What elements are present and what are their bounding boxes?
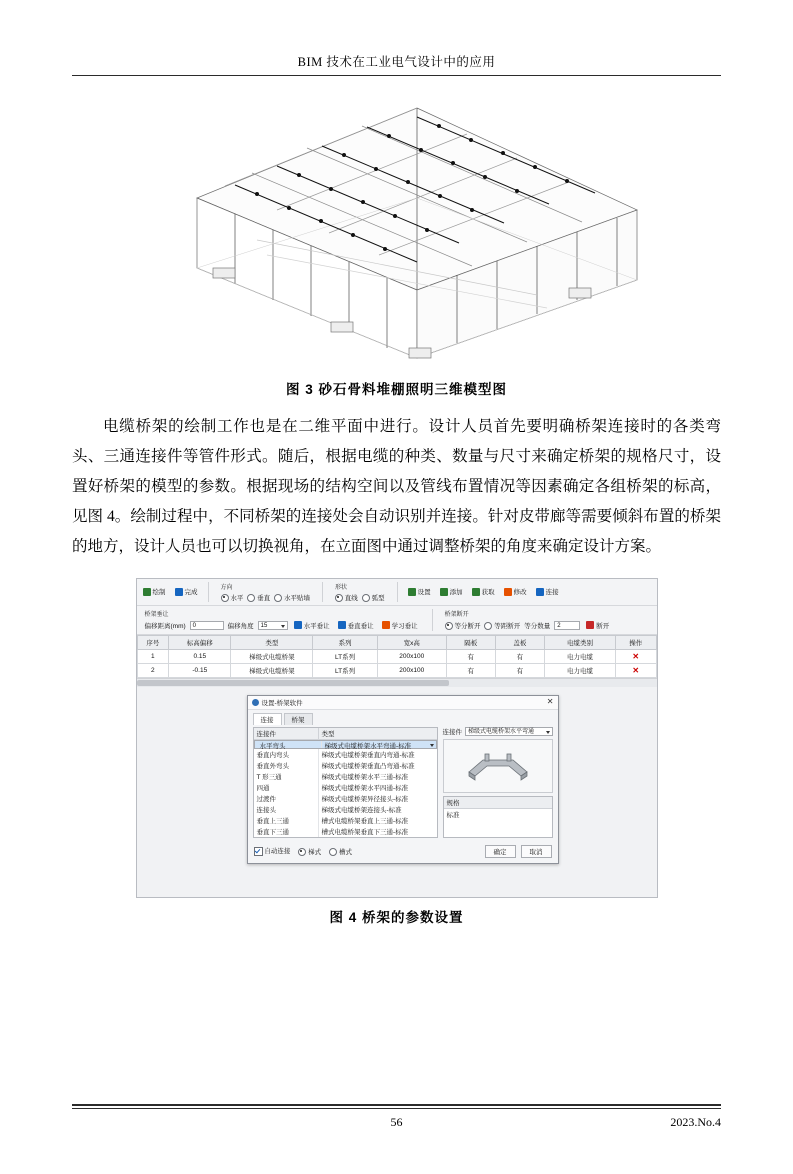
- direction-group: [217, 582, 314, 602]
- footer-rule-top: [72, 1104, 721, 1106]
- radio-icon: [221, 594, 229, 602]
- radio-icon: [484, 622, 492, 630]
- shape-label: 形状: [334, 584, 347, 591]
- page-number: 56: [390, 1115, 403, 1129]
- horizontal-avoid-button[interactable]: 水平垂让: [292, 620, 332, 631]
- connector-label: 连接件: [442, 728, 462, 736]
- cell-elevation: -0.15: [169, 663, 231, 677]
- shape-group: [331, 582, 389, 602]
- dialog-footer: [248, 843, 558, 863]
- modify-label: 修改: [513, 589, 527, 597]
- mode-option-ladder[interactable]: 梯式: [298, 847, 321, 856]
- shape-option-arc[interactable]: 弧型: [362, 593, 385, 602]
- list-item-type: 梯级式电缆桥架垂直内弯通-标准: [321, 751, 415, 759]
- col-cover: 盖板: [495, 635, 544, 649]
- tab-connect[interactable]: 连接: [253, 713, 282, 725]
- check-icon: [175, 588, 183, 596]
- issue-label: 2023.No.4: [670, 1115, 721, 1129]
- break-button[interactable]: 断开: [584, 620, 611, 631]
- radio-icon: [362, 594, 370, 602]
- toolbar2-divider: [432, 609, 433, 631]
- cell-size: 200x100: [377, 663, 446, 677]
- col-series: 系列: [313, 635, 377, 649]
- equal-part-count-label: 等分数量: [524, 622, 551, 630]
- get-button[interactable]: [470, 586, 497, 597]
- body-paragraph: 电缆桥架的绘制工作也是在二维平面中进行。设计人员首先要明确桥架连接时的各类弯头、三通连接件等管件形式。随后，根据电缆的种类、数量与尺寸来确定桥架的规格尺寸，设置好桥架的模型的参数。根据现场的结构空间以及管线布置情况等因素确定各组桥架的标高，见图 4。绘制过程中，不同桥架的连接处会自动识别并连接。针对皮带廊等需要倾斜布置的桥架的地方，设计人员也可以切换视角，在立面图中通过调整桥架的角度来确定设计方案。: [72, 418, 721, 555]
- list-item-type: 梯级式电缆桥架连接头-标准: [321, 806, 402, 814]
- cell-type: 梯级式电缆桥架: [231, 663, 313, 677]
- vertical-avoid-icon: [338, 621, 346, 629]
- settings-label: 设置: [417, 589, 431, 597]
- horizontal-avoid-icon: [294, 621, 302, 629]
- app-toolbar: [137, 579, 657, 606]
- figure-4-caption: 图 4 桥架的参数设置: [329, 909, 464, 925]
- cell-divider: 有: [446, 663, 495, 677]
- page-header: [72, 52, 721, 76]
- direction-option-wall[interactable]: 水平贴墙: [274, 593, 310, 602]
- list-item-name: 连接头: [254, 804, 319, 815]
- col-cable-type: 电缆类别: [544, 635, 615, 649]
- connector-list[interactable]: [253, 727, 438, 838]
- dialog-buttons: [485, 845, 552, 858]
- list-item[interactable]: [254, 771, 437, 782]
- add-label: 添加: [449, 589, 463, 597]
- cell-series: LT系列: [313, 663, 377, 677]
- list-item-type: 梯级式电缆桥架异径接头-标准: [321, 795, 409, 803]
- eyedropper-icon: [472, 588, 480, 596]
- checkbox-icon: [254, 847, 263, 856]
- complete-button[interactable]: [173, 586, 200, 597]
- avoid-group: [141, 609, 424, 631]
- wrench-icon: [504, 588, 512, 596]
- list-item-type: 槽式电缆桥架垂直下三通-标准: [321, 828, 409, 836]
- cell-elevation: 0.15: [169, 649, 231, 663]
- get-label: 获取: [481, 589, 495, 597]
- cell-type: 梯级式电缆桥架: [231, 649, 313, 663]
- app-toolbar-secondary: [137, 606, 657, 635]
- list-item-name: 四通: [254, 782, 319, 793]
- offset-distance-label: 偏移距离(mm): [144, 622, 186, 630]
- figure-4: [72, 578, 721, 898]
- radio-icon: [335, 594, 343, 602]
- spec-item[interactable]: 标准: [446, 811, 460, 819]
- header-connector: 连接件: [254, 728, 319, 739]
- link-icon: [536, 588, 544, 596]
- radio-icon: [298, 848, 306, 856]
- table-row[interactable]: [137, 663, 656, 677]
- page-footer: [72, 1104, 721, 1130]
- avoid-group-label: 桥架垂让: [144, 611, 169, 618]
- toolbar-right-group: [406, 582, 561, 602]
- settings-button[interactable]: [406, 586, 433, 597]
- learn-avoid-button[interactable]: 学习垂让: [380, 620, 420, 631]
- radio-icon: [445, 622, 453, 630]
- footer-row: [72, 1115, 721, 1130]
- figure-3-image: [117, 90, 677, 370]
- list-item-type: 梯级式电缆桥架垂直凸弯通-标准: [321, 762, 415, 770]
- col-divider: 隔板: [446, 635, 495, 649]
- break-controls: [445, 620, 612, 631]
- table-horizontal-scrollbar[interactable]: [137, 678, 657, 687]
- direction-options: [221, 593, 310, 602]
- canvas-area: [137, 687, 657, 897]
- scissors-icon: [586, 621, 594, 629]
- toolbar-divider-1: [208, 582, 209, 602]
- radio-icon: [329, 848, 337, 856]
- col-size: 宽x高: [377, 635, 446, 649]
- connect-button[interactable]: [534, 586, 561, 597]
- equal-distance-radio[interactable]: 等距断开: [484, 621, 520, 630]
- ok-button[interactable]: 确定: [485, 845, 516, 858]
- dialog-body: [248, 725, 558, 843]
- equal-part-radio[interactable]: 等分断开: [445, 621, 481, 630]
- spec-list[interactable]: [443, 796, 553, 838]
- break-group: [441, 609, 616, 631]
- complete-label: 完成: [184, 589, 198, 597]
- dialog-title: 设置-桥架软件: [261, 699, 303, 707]
- mode-option-trough[interactable]: 槽式: [329, 847, 352, 856]
- dialog-footer-options: [254, 846, 352, 856]
- col-type: 类型: [231, 635, 313, 649]
- footer-rule-bottom: [72, 1108, 721, 1109]
- cell-cover: 有: [495, 649, 544, 663]
- connector-select[interactable]: 梯级式电缆桥架水平弯通: [465, 727, 553, 736]
- draw-label: 绘制: [152, 589, 166, 597]
- cell-size: 200x100: [377, 649, 446, 663]
- settings-dialog: [247, 695, 559, 864]
- list-item[interactable]: [254, 740, 437, 749]
- radio-icon: [274, 594, 282, 602]
- draw-button[interactable]: [141, 586, 168, 597]
- list-item-name: T 形三通: [254, 771, 319, 782]
- tray-table: [137, 635, 657, 678]
- modify-button[interactable]: [502, 586, 529, 597]
- col-elevation: 标高偏移: [169, 635, 231, 649]
- auto-connect-checkbox[interactable]: 自动连接: [254, 846, 291, 856]
- learn-avoid-icon: [382, 621, 390, 629]
- list-item[interactable]: [254, 804, 437, 815]
- list-item[interactable]: [254, 815, 437, 826]
- cell-index: 1: [137, 649, 169, 663]
- connector-preview: [443, 739, 553, 793]
- gear-icon: [408, 588, 416, 596]
- delete-row-icon[interactable]: ✕: [615, 663, 656, 677]
- list-item[interactable]: [254, 782, 437, 793]
- offset-distance-input[interactable]: 0: [190, 621, 224, 630]
- col-action: 操作: [615, 635, 656, 649]
- spec-header: 规格: [444, 797, 552, 809]
- list-item-name: 水平弯头: [257, 741, 322, 748]
- avoid-controls: [145, 620, 420, 631]
- cell-series: LT系列: [313, 649, 377, 663]
- delete-row-icon[interactable]: ✕: [615, 649, 656, 663]
- header-title: BIM 技术在工业电气设计中的应用: [297, 55, 496, 69]
- connector-list-header: [254, 728, 437, 740]
- connector-select-row: [443, 727, 553, 736]
- header-rule: [72, 75, 721, 76]
- toolbar-left-group: [141, 582, 200, 602]
- figure-3-caption: 图 3 砂石骨料堆棚照明三维模型图: [285, 382, 507, 397]
- list-item[interactable]: [254, 826, 437, 837]
- toolbar-divider-2: [322, 582, 323, 602]
- pencil-icon: [143, 588, 151, 596]
- figure-4-image: [136, 578, 658, 898]
- shape-options: [335, 593, 385, 602]
- list-item-name: 过渡件: [254, 793, 319, 804]
- list-item-type: 梯级式电缆桥架水平三通-标准: [321, 773, 409, 781]
- list-item-type: 梯级式电缆桥架水平弯通-标准: [324, 742, 412, 750]
- list-item[interactable]: [254, 760, 437, 771]
- close-icon[interactable]: ✕: [546, 697, 554, 707]
- col-index: 序号: [137, 635, 169, 649]
- direction-label: 方向: [220, 584, 233, 591]
- dialog-titlebar: [248, 696, 558, 710]
- plus-icon: [440, 588, 448, 596]
- list-item-name: 垂直外弯头: [254, 760, 319, 771]
- dialog-right-column: [443, 727, 553, 838]
- app-icon: [252, 699, 259, 706]
- toolbar-divider-3: [397, 582, 398, 602]
- cell-cable-type: 电力电缆: [544, 649, 615, 663]
- list-item[interactable]: [254, 793, 437, 804]
- cell-cover: 有: [495, 663, 544, 677]
- list-item-type: 梯级式电缆桥架水平四通-标准: [321, 784, 409, 792]
- document-page: [0, 52, 793, 1174]
- list-item-name: 垂直下三通: [254, 826, 319, 837]
- direction-option-vertical[interactable]: 垂直: [247, 593, 270, 602]
- list-item[interactable]: [254, 749, 437, 760]
- figure-3: [72, 90, 721, 398]
- radio-icon: [247, 594, 255, 602]
- equal-part-count-input[interactable]: 2: [554, 621, 580, 630]
- header-type: 类型: [321, 730, 335, 738]
- list-item-name: 垂直内弯头: [254, 749, 319, 760]
- dialog-tabs: [248, 710, 558, 725]
- cell-divider: 有: [446, 649, 495, 663]
- table-header-row: [137, 635, 656, 649]
- direction-option-horizontal[interactable]: 水平: [221, 593, 244, 602]
- vertical-avoid-button[interactable]: 垂直垂让: [336, 620, 376, 631]
- list-item-type: 槽式电缆桥架垂直上三通-标准: [321, 817, 409, 825]
- cancel-button[interactable]: 取消: [521, 845, 552, 858]
- connect-label: 连接: [545, 589, 559, 597]
- offset-angle-select[interactable]: 15: [258, 621, 288, 630]
- cell-index: 2: [137, 663, 169, 677]
- table-row[interactable]: [137, 649, 656, 663]
- list-item-name: 垂直上三通: [254, 815, 319, 826]
- add-button[interactable]: [438, 586, 465, 597]
- shape-option-line[interactable]: 直线: [335, 593, 358, 602]
- tab-tray[interactable]: 桥架: [284, 713, 313, 725]
- break-group-label: 桥架断开: [444, 611, 469, 618]
- offset-angle-label: 偏移角度: [227, 622, 254, 630]
- cell-cable-type: 电力电缆: [544, 663, 615, 677]
